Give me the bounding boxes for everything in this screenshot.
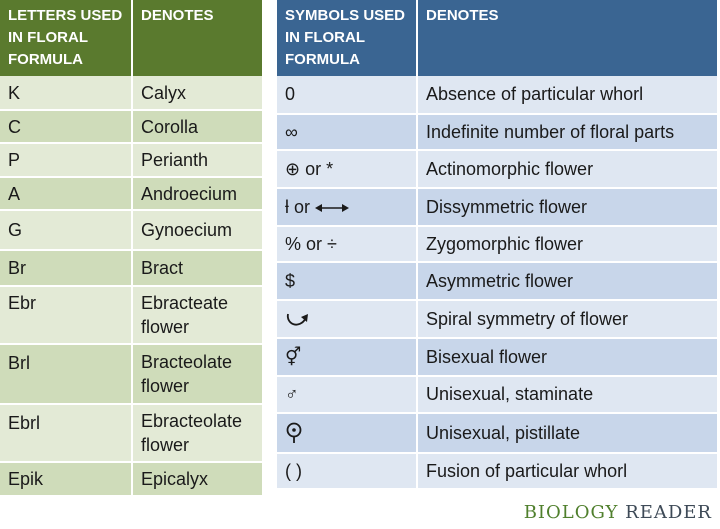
denotes-cell: Corolla [132,110,262,143]
denotes-cell: Androecium [132,177,262,210]
pistillate-icon [285,422,303,444]
symbol-cell [277,188,417,226]
symbol-cell [277,300,417,338]
table-row [0,250,262,286]
table-row [0,404,262,462]
denotes-cell: Ebracteate flower [132,286,262,344]
denotes-cell: Bract [132,250,262,286]
letter-cell: K [0,76,132,110]
table-row [0,76,262,110]
symbols-header-row [277,0,717,76]
symbol-cell: ⚥ [277,338,417,376]
denotes-cell: Unisexual, staminate [417,376,717,413]
symbol-cell: ( ) [277,453,417,489]
table-row [277,338,717,376]
table-row [277,150,717,188]
denotes-cell: Asymmetric flower [417,262,717,300]
table-row [0,110,262,143]
table-row [0,286,262,344]
double-arrow-icon [315,202,349,214]
letter-cell: Epik [0,462,132,496]
symbol-text: ƚ or [285,196,311,217]
table-row [277,226,717,262]
table-row [0,462,262,496]
denotes-cell: Absence of particular whorl [417,76,717,114]
denotes-cell: Unisexual, pistillate [417,413,717,453]
letter-cell: Ebr [0,286,132,344]
letters-header-letters: LETTERS USED IN FLORAL FORMULA [0,0,132,76]
table-row [277,114,717,150]
letter-cell: Br [0,250,132,286]
table-row [277,376,717,413]
biology-reader-logo [524,502,712,523]
logo-word-reader: READER [625,502,712,523]
table-row [0,210,262,250]
letter-cell: A [0,177,132,210]
table-row [277,262,717,300]
symbol-cell: % or ÷ [277,226,417,262]
letters-header-denotes: DENOTES [132,0,262,76]
letter-cell: G [0,210,132,250]
symbols-header-denotes: DENOTES [417,0,717,76]
letters-table [0,0,262,497]
letter-cell: Brl [0,344,132,404]
table-row [0,143,262,177]
denotes-cell: Dissymmetric flower [417,188,717,226]
symbol-cell: ⊕ or * [277,150,417,188]
denotes-cell: Spiral symmetry of flower [417,300,717,338]
denotes-cell: Perianth [132,143,262,177]
letters-header-row [0,0,262,76]
symbols-table [277,0,717,490]
denotes-cell: Gynoecium [132,210,262,250]
symbol-cell: ♂ [277,376,417,413]
table-row [0,344,262,404]
spiral-arrow-icon [285,310,311,330]
table-row [277,188,717,226]
denotes-cell: Bracteolate flower [132,344,262,404]
symbols-header-symbols: SYMBOLS USED IN FLORAL FORMULA [277,0,417,76]
denotes-cell: Fusion of particular whorl [417,453,717,489]
denotes-cell: Epicalyx [132,462,262,496]
denotes-cell: Ebracteolate flower [132,404,262,462]
letter-cell: P [0,143,132,177]
symbol-cell [277,413,417,453]
denotes-cell: Indefinite number of floral parts [417,114,717,150]
denotes-cell: Calyx [132,76,262,110]
denotes-cell: Bisexual flower [417,338,717,376]
symbol-cell: 0 [277,76,417,114]
symbol-cell: $ [277,262,417,300]
denotes-cell: Zygomorphic flower [417,226,717,262]
letter-cell: C [0,110,132,143]
table-row [277,453,717,489]
logo-word-biology: BIOLOGY [523,502,619,523]
denotes-cell: Actinomorphic flower [417,150,717,188]
letter-cell: Ebrl [0,404,132,462]
table-row [0,177,262,210]
table-row [277,76,717,114]
table-row [277,300,717,338]
symbol-cell: ∞ [277,114,417,150]
table-row [277,413,717,453]
